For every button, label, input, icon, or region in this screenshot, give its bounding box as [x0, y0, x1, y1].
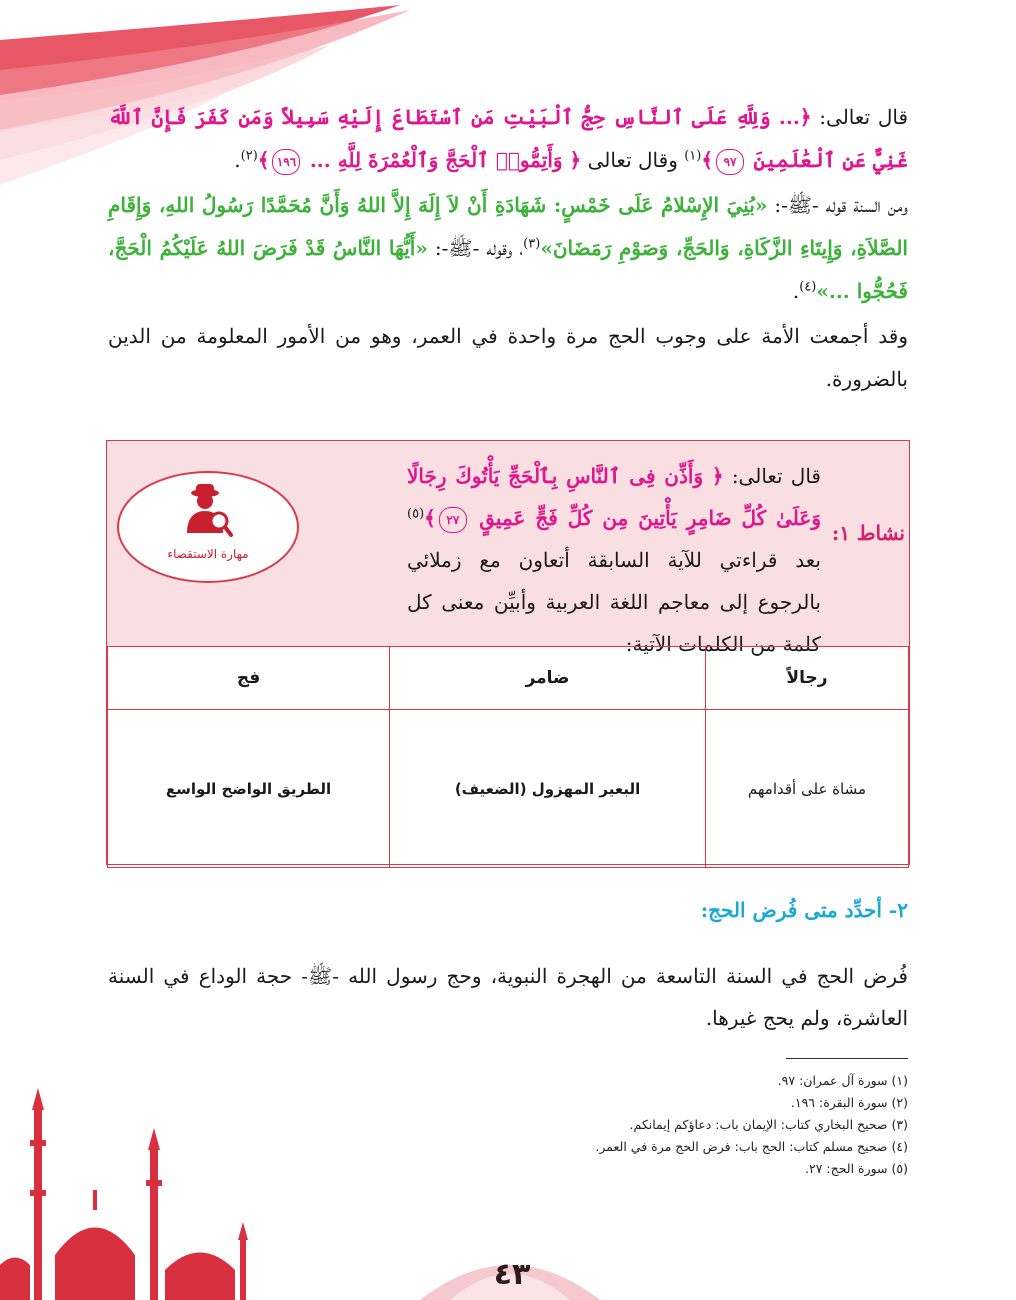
activity-text: قال تعالى: ﴿ وَأَذِّن فِى ٱلنَّاسِ بِٱلْحَجِّ يَأْتُوكَ رِجَالًا وَعَلَىٰ كُلِّ ضَامِرٍ يَأْتِينَ مِن كُلِّ فَجٍّ عَمِيقٍ ٢٧﴾$^{(٥)}$ بعد قراءتي للآية السابقة أتعاون مع زملائي بالرجوع إلى معاجم اللغة العربية وأبيِّن معنى كل كلمة من الكلمات الآتية: [407, 464, 821, 656]
skill-label: مهارة الاستقصاء [167, 547, 249, 561]
page-number: ٤٣ [493, 1257, 531, 1292]
footnote: (٣) صحيح البخاري كتاب: الإيمان باب: دعاؤكم إيمانكم. [629, 1117, 908, 1132]
skill-badge [117, 471, 299, 583]
quran-verse-1: ﴿... وَلِلَّهِ عَلَى ٱلنَّاسِ حِجُّ ٱلْبَيْتِ مَنِ ٱسْتَطَاعَ إِلَيْهِ سَبِيلاً وَمَن كَفَرَ فَإِنَّ ٱللَّهَ غَنِيٌّ عَنِ ٱلْعَٰلَمِينَ [108, 105, 908, 172]
ayah-number: ١٩٦ [272, 149, 300, 175]
activity-box [106, 440, 910, 865]
footnote-divider [786, 1058, 908, 1059]
footnote: (١) سورة آل عمران: ٩٧. [777, 1073, 908, 1088]
table-cell: الطريق الواضح الواسع [108, 710, 390, 868]
hadith-1: «بُنِيَ الإِسْلامُ عَلَى خَمْسٍ: شَهَادَةِ أَنْ لاَ إِلَهَ إِلاَّ اللهُ وَأَنَّ مُحَمَّدًا رَسُولُ اللهِ، وَإِقَامِ الصَّلاَةِ، وَإِيتَاءِ الزَّكَاةِ، وَالحَجِّ، وَصَوْمِ رَمَضَانَ» [108, 193, 908, 260]
table-header: فج [108, 647, 390, 710]
section-body: فُرض الحج في السنة التاسعة من الهجرة النبوية، وحج رسول الله -ﷺ- حجة الوداع في السنة العاشرة، ولم يحج غيرها. [108, 964, 908, 1030]
footnote-ref: (٢) [240, 148, 258, 164]
activity-panel [107, 441, 909, 656]
sunnah-paragraph: ومن السنة قوله -ﷺ-: «بُنِيَ الإِسْلامُ عَلَى خَمْسٍ: شَهَادَةِ أَنْ لاَ إِلَهَ إِلاَّ اللهُ وَأَنَّ مُحَمَّدًا رَسُولُ اللهِ، وَإِقَامِ الصَّلاَةِ، وَإِيتَاءِ الزَّكَاةِ، وَالحَجِّ، وَصَوْمِ رَمَضَانَ»$^{(٣)}$، وقوله -ﷺ-: «أَيُّهَا النَّاسُ قَدْ فَرَضَ اللهُ عَلَيْكُمُ الْحَجَّ، فَحُجُّوا ...»$^{(٤)}$. [108, 193, 908, 303]
activity-instruction: بعد قراءتي للآية السابقة أتعاون مع زملائي بالرجوع إلى معاجم اللغة العربية وأبيِّن معنى كل كلمة من الكلمات الآتية: [407, 548, 821, 656]
footnote-ref: (٥) [407, 506, 425, 522]
hadith-2: «أَيُّهَا النَّاسُ قَدْ فَرَضَ اللهُ عَلَيْكُمُ الْحَجَّ، فَحُجُّوا ...» [108, 236, 908, 303]
quran-verse-2: ﴿ وَأَتِمُّوا۟ ٱلْحَجَّ وَٱلْعُمْرَةَ لِلَّهِ ... [309, 148, 582, 172]
activity-label: نشاط ١: [831, 521, 905, 545]
table-row [108, 710, 909, 868]
word-meanings-table [107, 646, 909, 868]
consensus-paragraph: وقد أجمعت الأمة على وجوب الحج مرة واحدة في العمر، وهو من الأمور المعلومة من الدين بالضرورة. [108, 324, 908, 391]
activity-quran-verse: ﴿ وَأَذِّن فِى ٱلنَّاسِ بِٱلْحَجِّ يَأْتُوكَ رِجَالًا وَعَلَىٰ كُلِّ ضَامِرٍ يَأْتِينَ مِن كُلِّ فَجٍّ عَمِيقٍ [407, 464, 821, 530]
footnote-ref: (١) [684, 148, 702, 164]
footnotes [595, 1070, 908, 1180]
table-header: ضامر [390, 647, 706, 710]
table-cell: البعير المهزول (الضعيف) [390, 710, 706, 868]
footnote-ref: (٣) [523, 236, 541, 252]
table-cell: مشاة على أقدامهم [705, 710, 908, 868]
footnote: (٢) سورة البقرة: ١٩٦. [790, 1095, 908, 1110]
footnote: (٥) سورة الحج: ٢٧. [805, 1161, 908, 1176]
main-text [108, 96, 908, 401]
quran-paragraph: قال تعالى: ﴿... وَلِلَّهِ عَلَى ٱلنَّاسِ حِجُّ ٱلْبَيْتِ مَنِ ٱسْتَطَاعَ إِلَيْهِ سَبِيلاً وَمَن كَفَرَ فَإِنَّ ٱللَّهَ غَنِيٌّ عَنِ ٱلْعَٰلَمِينَ ٩٧﴾$^{(١)}$ وقال تعالى ﴿ وَأَتِمُّوا۟ ٱلْحَجَّ وَٱلْعُمْرَةَ لِلَّهِ ... ١٩٦﴾$^{(٢)}$. [108, 96, 908, 182]
table-header: رجالاً [705, 647, 908, 710]
mosque-skyline [0, 1070, 270, 1300]
section-heading: ٢- أحدِّد متى فُرض الحج: [700, 898, 908, 922]
ayah-number: ٢٧ [439, 507, 467, 533]
investigator-icon [183, 481, 233, 543]
footnote: (٤) صحيح مسلم كتاب: الحج باب: فرض الحج مرة في العمر. [595, 1139, 908, 1154]
ayah-number: ٩٧ [716, 149, 744, 175]
footnote-ref: (٤) [799, 279, 817, 295]
